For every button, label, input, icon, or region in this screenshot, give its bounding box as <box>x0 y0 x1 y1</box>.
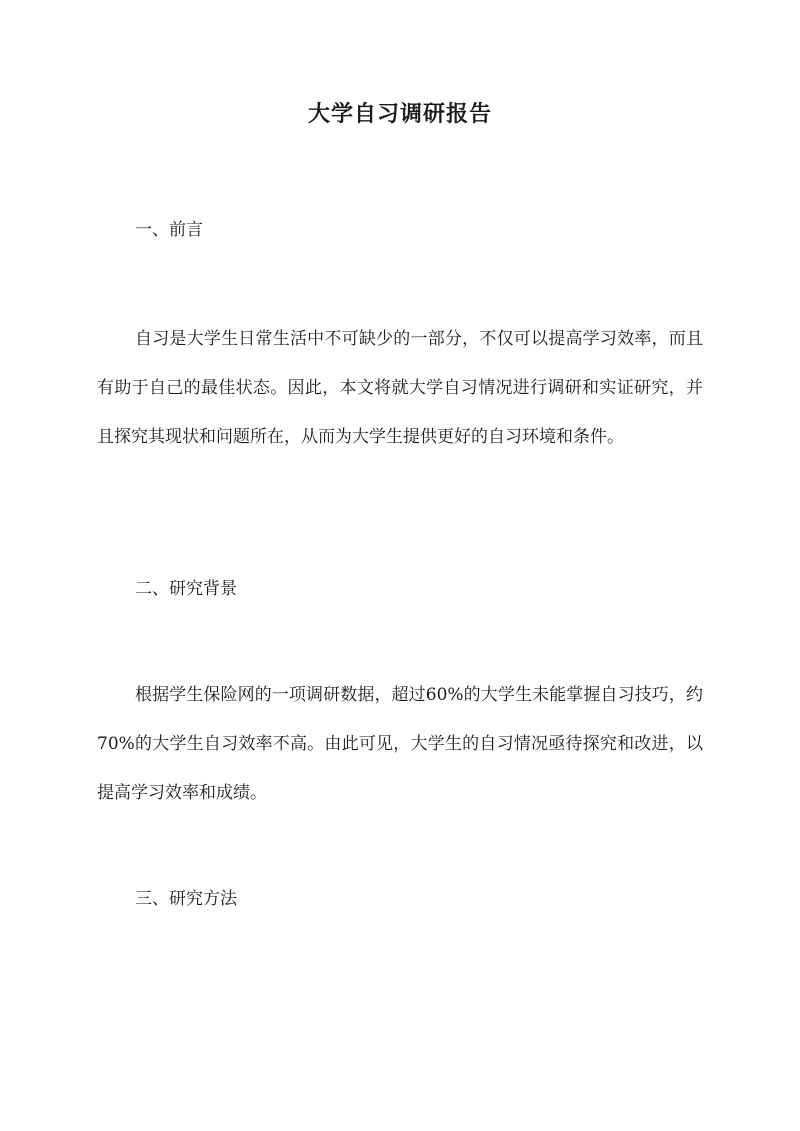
section-heading-preface: 一、前言 <box>135 220 203 240</box>
section-heading-method: 三、研究方法 <box>135 889 237 909</box>
section-paragraph-preface: 自习是大学生日常生活中不可缺少的一部分，不仅可以提高学习效率，而且有助于自己的最佳状态。因此，本文将就大学自习情况进行调研和实证研究，并且探究其现状和问题所在，从而为大学生提供更好的自习环境和条件。 <box>97 329 703 447</box>
section-heading-background: 二、研究背景 <box>135 579 237 599</box>
section-paragraph-background: 根据学生保险网的一项调研数据，超过60%的大学生未能掌握自习技巧，约70%的大学生自习效率不高。由此可见，大学生的自习情况亟待探究和改进，以提高学习效率和成绩。 <box>97 685 703 803</box>
document-title: 大学自习调研报告 <box>307 101 492 127</box>
